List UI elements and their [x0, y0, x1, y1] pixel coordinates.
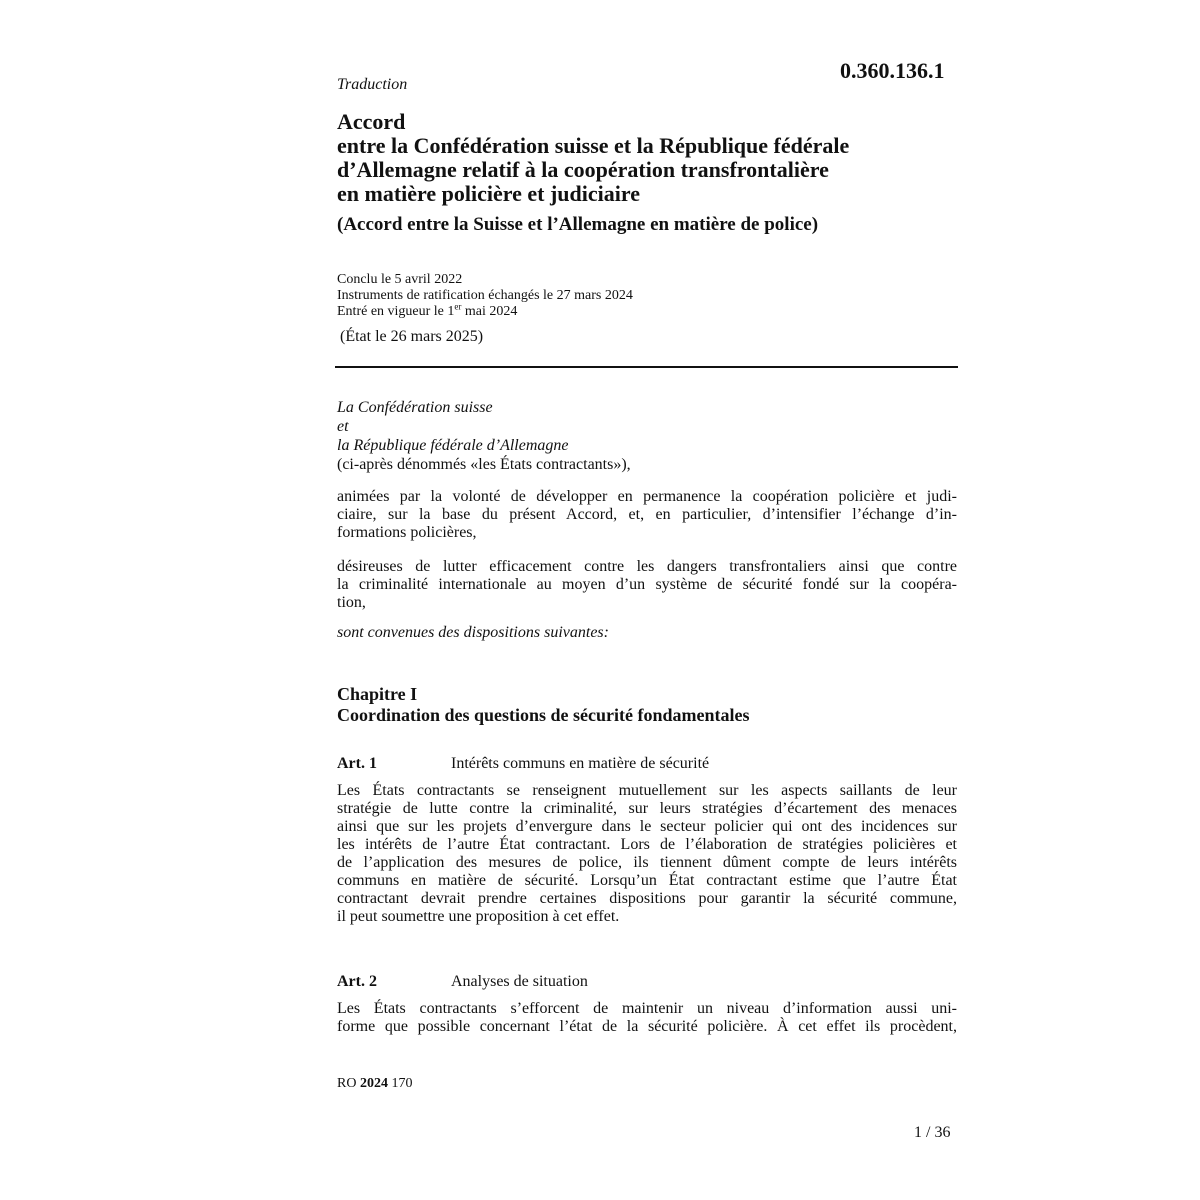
document-number: 0.360.136.1 — [840, 58, 945, 83]
article-1-heading — [337, 755, 709, 773]
preamble-paragraph-2 — [337, 558, 957, 612]
chapter-title: Coordination des questions de sécurité fondamentales — [337, 705, 750, 725]
text-line: désireuses de lutter efficacement contre les dangers transfrontaliers ainsi que contre — [337, 558, 957, 575]
page-indicator: 1 / 36 — [914, 1124, 951, 1141]
entry-into-force — [337, 301, 633, 320]
article-number: Art. 2 — [337, 973, 377, 990]
ro-suffix: 170 — [387, 1076, 413, 1091]
title-line-1: Accord — [337, 109, 406, 134]
party-1: La Confédération suisse — [337, 399, 493, 416]
divider — [335, 366, 958, 368]
preamble-paragraph-1 — [337, 488, 957, 542]
article-title: Analyses de situation — [451, 973, 588, 990]
preamble-parties — [337, 398, 957, 474]
text-line: contractant devrait prendre certaines dispositions pour garantir la sécurité commune, — [337, 890, 957, 907]
ro-year: 2024 — [359, 1076, 388, 1091]
conjunction: et — [337, 418, 349, 435]
article-2-heading — [337, 973, 588, 991]
text-line: forme que possible concernant l’état de la sécurité policière. À cet effet ils procèdent, — [337, 1018, 957, 1035]
document-title — [337, 110, 957, 206]
text-line: Les États contractants se renseignent mutuellement sur les aspects saillants de leur — [337, 782, 957, 799]
entry-sup: er — [454, 301, 462, 312]
chapter-heading — [337, 684, 750, 726]
short-title: (Accord entre la Suisse et l’Allemagne en matière de police) — [337, 214, 819, 235]
ratification-date: Instruments de ratification échangés le 27 mars 2024 — [337, 288, 633, 303]
text-line: de l’application des mesures de police, ils tiennent dûment compte de leurs intérêts — [337, 854, 957, 871]
title-line-4: en matière policière et judiciaire — [337, 181, 641, 206]
text-line: tion, — [337, 594, 366, 611]
translation-label: Traduction — [337, 76, 408, 93]
title-line-3: d’Allemagne relatif à la coopération transfrontalière — [337, 157, 829, 182]
text-line: la criminalité internationale au moyen d’un système de sécurité fondé sur la coopéra- — [337, 576, 957, 593]
article-1-body — [337, 782, 957, 926]
text-line: il peut soumettre une proposition à cet effet. — [337, 908, 620, 925]
text-line: animées par la volonté de développer en permanence la coopération policière et judi- — [337, 488, 957, 505]
text-line: les intérêts de l’autre État contractant. Lors de l’élaboration de stratégies policières et — [337, 836, 957, 853]
ro-prefix: RO — [337, 1076, 360, 1091]
text-line: formations policières, — [337, 524, 477, 541]
text-line: communs en matière de sécurité. Lorsqu’un État contractant estime que l’autre État — [337, 872, 957, 889]
text-line: ciaire, sur la base du présent Accord, et, en particulier, d’intensifier l’échange d’in- — [337, 506, 957, 523]
text-line: ainsi que sur les projets d’envergure dans le secteur policier qui ont des incidences sur — [337, 818, 957, 835]
concluded-date: Conclu le 5 avril 2022 — [337, 272, 463, 287]
official-compilation-ref — [337, 1076, 412, 1092]
entry-suffix: mai 2024 — [461, 304, 518, 319]
party-2: la République fédérale d’Allemagne — [337, 437, 569, 454]
article-2-body — [337, 1000, 957, 1036]
chapter-number: Chapitre I — [337, 684, 418, 704]
text-line: stratégie de lutte contre la criminalité, sur leurs stratégies d’écartement des menaces — [337, 800, 957, 817]
title-line-2: entre la Confédération suisse et la République fédérale — [337, 133, 850, 158]
entry-prefix: Entré en vigueur le 1 — [337, 304, 455, 319]
designation: (ci-après dénommés «les États contractants»), — [337, 456, 631, 473]
dates-block — [337, 272, 633, 320]
status-date: (État le 26 mars 2025) — [340, 328, 484, 345]
article-number: Art. 1 — [337, 755, 377, 772]
preamble-closing: sont convenues des dispositions suivantes: — [337, 624, 609, 641]
text-line: Les États contractants s’efforcent de maintenir un niveau d’information aussi uni- — [337, 1000, 957, 1017]
article-title: Intérêts communs en matière de sécurité — [451, 755, 710, 772]
